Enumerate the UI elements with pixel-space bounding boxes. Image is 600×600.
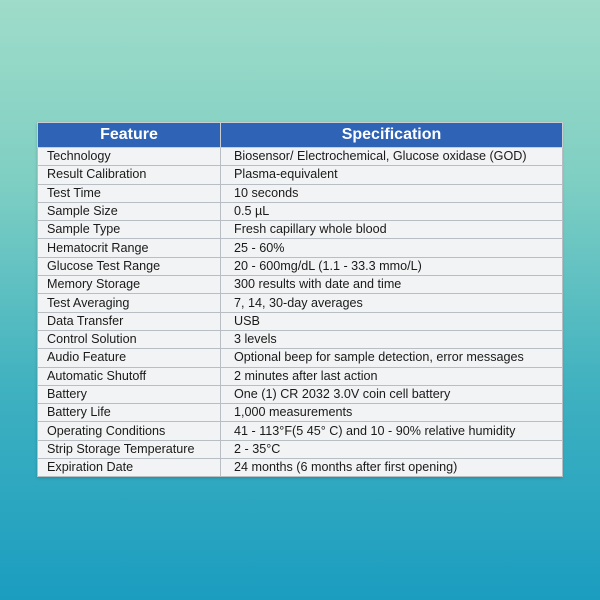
- specification-cell: 3 levels: [221, 330, 563, 348]
- header-feature: Feature: [38, 123, 221, 148]
- specification-cell: 24 months (6 months after first opening): [221, 459, 563, 477]
- table-row: [38, 404, 563, 422]
- specification-cell: 10 seconds: [221, 184, 563, 202]
- spec-table-card: [37, 122, 562, 477]
- header-specification: Specification: [221, 123, 563, 148]
- feature-cell: Battery Life: [38, 404, 221, 422]
- table-row: [38, 221, 563, 239]
- feature-cell: Result Calibration: [38, 166, 221, 184]
- feature-cell: Sample Type: [38, 221, 221, 239]
- feature-cell: Hematocrit Range: [38, 239, 221, 257]
- specification-cell: USB: [221, 312, 563, 330]
- specification-cell: Biosensor/ Electrochemical, Glucose oxidase (GOD): [221, 148, 563, 166]
- table-row: [38, 276, 563, 294]
- specification-cell: 2 minutes after last action: [221, 367, 563, 385]
- feature-cell: Sample Size: [38, 202, 221, 220]
- specification-cell: 2 - 35°C: [221, 440, 563, 458]
- table-row: [38, 294, 563, 312]
- specification-cell: One (1) CR 2032 3.0V coin cell battery: [221, 385, 563, 403]
- feature-cell: Memory Storage: [38, 276, 221, 294]
- specification-cell: 0.5 µL: [221, 202, 563, 220]
- table-row: [38, 330, 563, 348]
- table-row: [38, 239, 563, 257]
- feature-cell: Control Solution: [38, 330, 221, 348]
- spec-table: [37, 122, 563, 477]
- table-row: [38, 367, 563, 385]
- feature-cell: Test Time: [38, 184, 221, 202]
- table-row: [38, 459, 563, 477]
- specification-cell: Fresh capillary whole blood: [221, 221, 563, 239]
- table-row: [38, 257, 563, 275]
- feature-cell: Audio Feature: [38, 349, 221, 367]
- table-row: [38, 422, 563, 440]
- feature-cell: Strip Storage Temperature: [38, 440, 221, 458]
- table-row: [38, 148, 563, 166]
- table-row: [38, 184, 563, 202]
- feature-cell: Operating Conditions: [38, 422, 221, 440]
- spec-table-body: [38, 148, 563, 477]
- feature-cell: Technology: [38, 148, 221, 166]
- specification-cell: 300 results with date and time: [221, 276, 563, 294]
- feature-cell: Data Transfer: [38, 312, 221, 330]
- specification-cell: Optional beep for sample detection, error messages: [221, 349, 563, 367]
- table-row: [38, 166, 563, 184]
- feature-cell: Automatic Shutoff: [38, 367, 221, 385]
- table-row: [38, 312, 563, 330]
- table-row: [38, 349, 563, 367]
- table-row: [38, 440, 563, 458]
- specification-cell: 7, 14, 30-day averages: [221, 294, 563, 312]
- specification-cell: 25 - 60%: [221, 239, 563, 257]
- header-row: [38, 123, 563, 148]
- specification-cell: 1,000 measurements: [221, 404, 563, 422]
- feature-cell: Glucose Test Range: [38, 257, 221, 275]
- feature-cell: Test Averaging: [38, 294, 221, 312]
- specification-cell: 20 - 600mg/dL (1.1 - 33.3 mmo/L): [221, 257, 563, 275]
- spec-table-header: [38, 123, 563, 148]
- feature-cell: Expiration Date: [38, 459, 221, 477]
- table-row: [38, 202, 563, 220]
- specification-cell: 41 - 113°F(5 45° C) and 10 - 90% relative humidity: [221, 422, 563, 440]
- specification-cell: Plasma-equivalent: [221, 166, 563, 184]
- table-row: [38, 385, 563, 403]
- feature-cell: Battery: [38, 385, 221, 403]
